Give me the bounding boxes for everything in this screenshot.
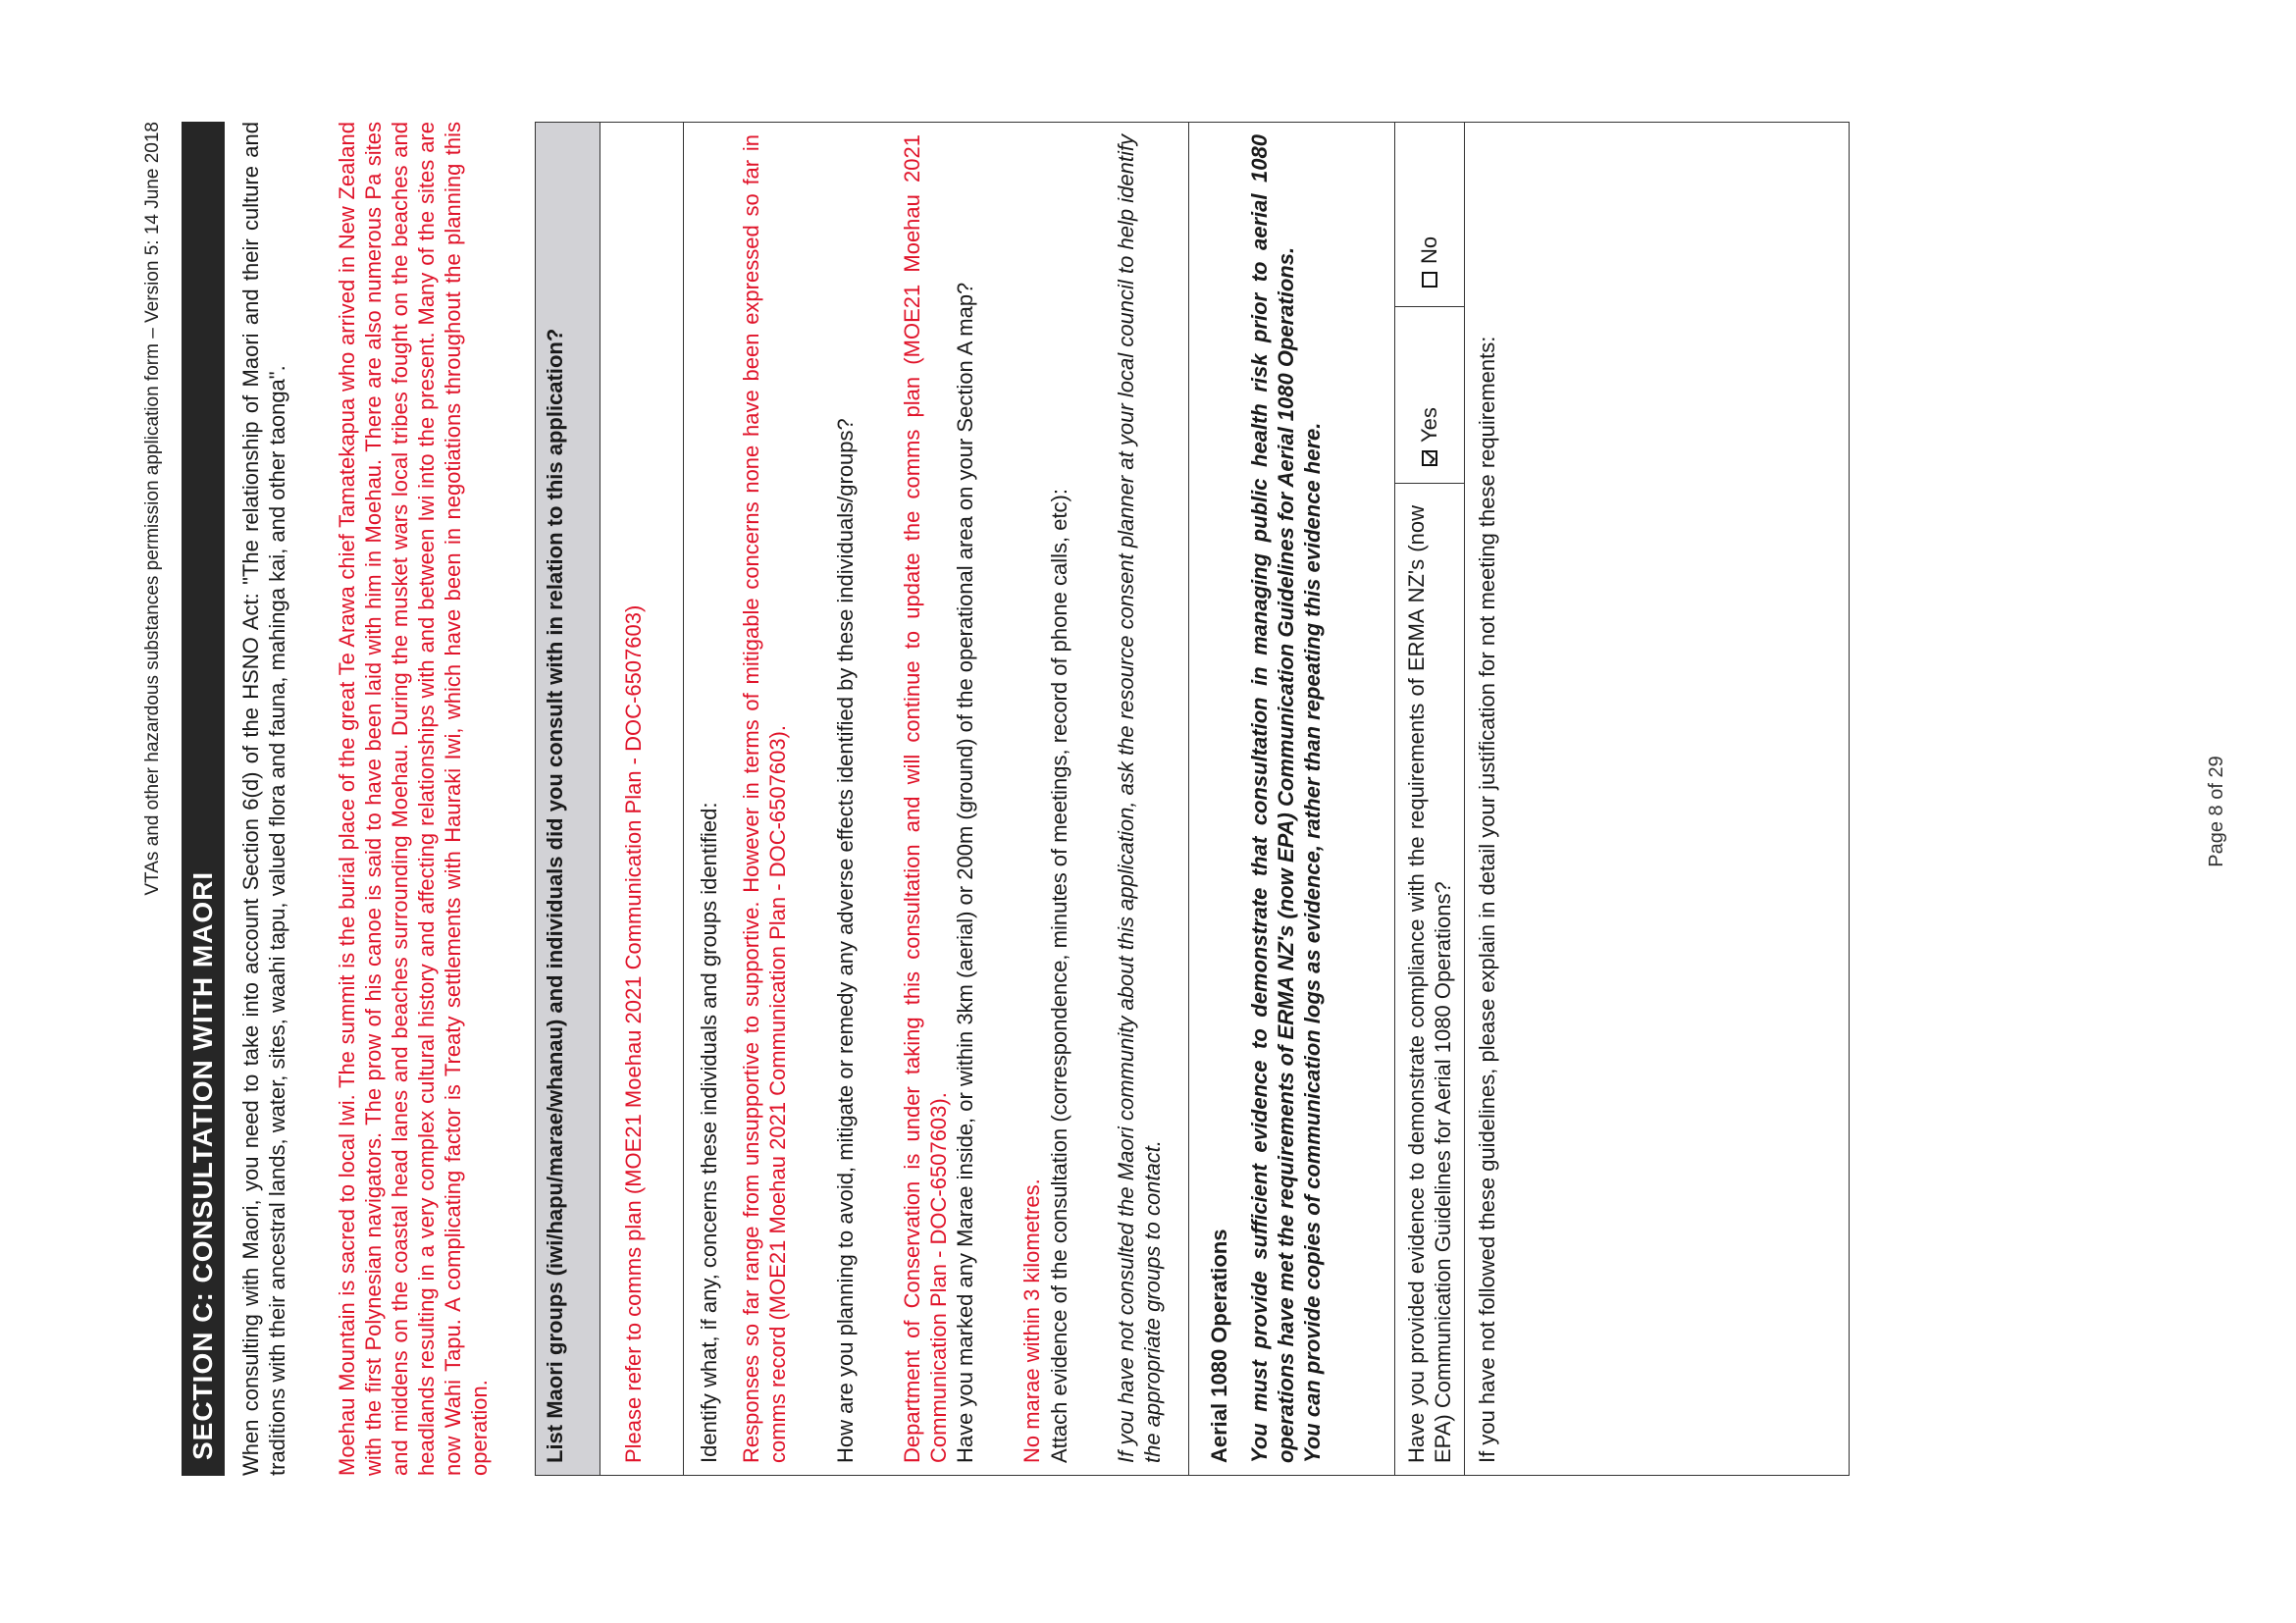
form-version-header: VTAs and other hazardous substances permission application form – Version 5: 14 June 2018 (142, 122, 163, 896)
answer-maori-groups[interactable]: Please refer to comms plan (MOE21 Moehau 2021 Communication Plan - DOC-6507603) (621, 604, 646, 1463)
section-title: SECTION C: CONSULTATION WITH MAORI (182, 122, 225, 1476)
question-concerns: Identify what, if any, concerns these individuals and groups identified: (697, 802, 721, 1463)
no-option[interactable] (1417, 236, 1442, 288)
answer-concerns[interactable]: Responses so far range from unsupportive to supportive. However in terms of mitigable concerns none have been expressed so far in comms record (MOE21 Moehau 2021 Communication Plan - DOC-6507603). (739, 134, 790, 1463)
divider (1464, 123, 1465, 1475)
divider (683, 123, 684, 1475)
divider-vertical (1394, 483, 1464, 484)
yes-option[interactable] (1417, 407, 1442, 466)
aerial-1080-section (1198, 123, 1326, 1475)
aerial-title: Aerial 1080 Operations (1207, 1229, 1231, 1463)
consultation-form-box (535, 122, 1850, 1476)
aerial-requirement: You must provide sufficient evidence to demonstrate that consultation in managing public health risk prior to aerial 1080 operations have met the requirements of ERMA NZ's (now EPA) Communication Guidelines for Aerial 1080 Operations. (1247, 134, 1298, 1463)
question-justification: If you have not followed these guidelines, please explain in detail your justification for not meeting these requirements: (1475, 336, 1499, 1463)
divider-vertical (1394, 306, 1464, 307)
aerial-communication-logs: You can provide copies of communication logs as evidence, rather than repeating this evidence here. (1300, 422, 1325, 1463)
question-attach-evidence: Attach evidence of the consultation (correspondence, minutes of meetings, record of phone calls, etc): (1047, 489, 1071, 1463)
question-avoid-mitigate: How are you planning to avoid, mitigate or remedy any adverse effects identified by these individuals/groups? (833, 418, 858, 1463)
answer-marae[interactable]: No marae within 3 kilometres. (1019, 1178, 1044, 1463)
question-compliance: Have you provided evidence to demonstrate compliance with the requirements of ERMA NZ's (now EPA) Communication Guidelines for Aerial 1080 Operations? (1404, 505, 1455, 1463)
no-label: No (1417, 236, 1441, 264)
divider (1394, 123, 1395, 1475)
yes-checkbox-checked-icon[interactable] (1422, 450, 1437, 466)
cultural-context-response: Moehau Mountain is sacred to local Iwi. The summit is the burial place of the great Te Arawa chief Tamatekapua who arrived in New Zealand with the first Polynesian navigators. The prow of his canoe is said to have been laid with him in Moehau. There are also numerous Pa sites and middens on the coastal head lanes and beaches surrounding Moehau. During the musket wars local tribes fought on the beaches and headlands resulting in a very complex cultural history and affecting relationships with and between Iwi into the present. Many of the sites are now Wahi Tapu. A complicating factor is Treaty settlements with Hauraki Iwi, which have been in negotiations throughout the planning this operation. (335, 122, 492, 1476)
intro-paragraph: When consulting with Maori, you need to take into account Section 6(d) of the HSNO Act: "The relationship of Maori and their culture and traditions with their ancestral lands, water, sites, waahi tapu, valued flora and fauna, mahinga kai, and other taonga". (238, 122, 289, 1476)
question-marae-map: Have you marked any Marae inside, or within 3km (aerial) or 200m (ground) of the operational area on your Section A map? (953, 282, 977, 1463)
divider (1188, 123, 1189, 1475)
no-checkbox-icon[interactable] (1422, 272, 1437, 288)
answer-avoid-mitigate[interactable]: Department of Conservation is under taking this consultation and will continue to update the comms plan (MOE21 Moehau 2021 Communication Plan - DOC-6507603). (900, 134, 951, 1463)
yes-label: Yes (1417, 407, 1441, 443)
note-not-consulted: If you have not consulted the Maori community about this application, ask the resource consent planner at your local council to help identify the appropriate groups to contact. (1114, 134, 1165, 1463)
question-maori-groups: List Maori groups (iwi/hapu/marae/whanau) and individuals did you consult with in relation to this application? (536, 123, 600, 1475)
page-number: Page 8 of 29 (2206, 756, 2227, 867)
